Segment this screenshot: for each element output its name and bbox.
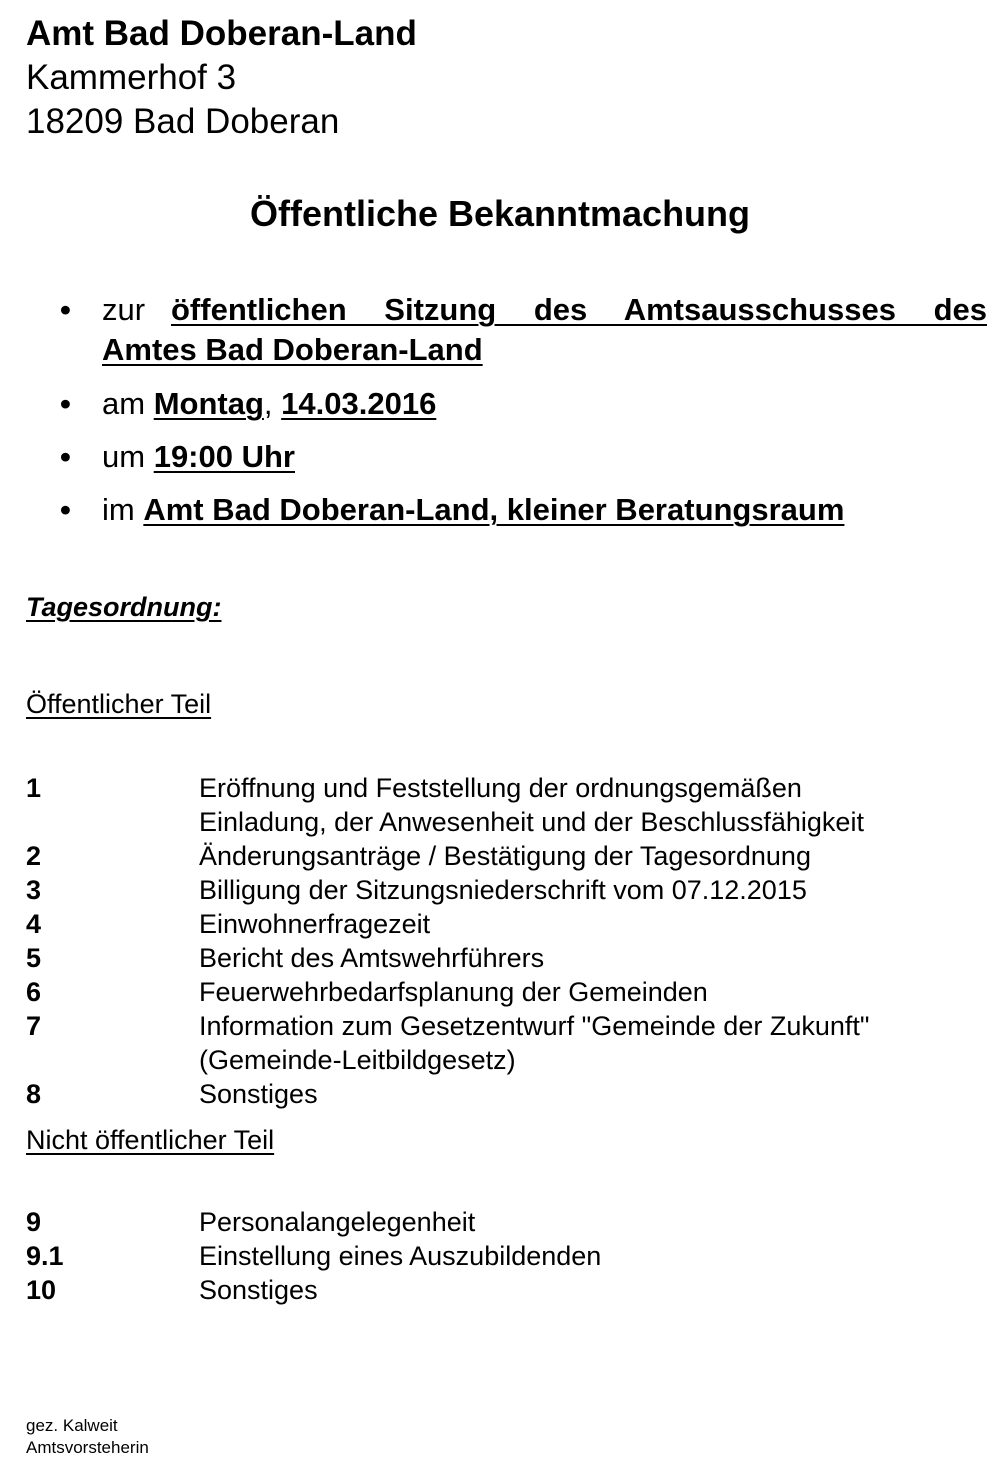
agenda-text: Sonstiges <box>199 1079 318 1109</box>
bullet-dot-icon: • <box>60 439 71 474</box>
bullet-prefix: am <box>102 386 146 421</box>
bullet-dot-icon: • <box>60 292 71 327</box>
sender-name: Amt Bad Doberan-Land <box>26 14 417 53</box>
meeting-type: öffentlichen Sitzung des Amtsausschusses des <box>171 292 987 327</box>
signature-role: Amtsvorsteherin <box>26 1438 149 1457</box>
agenda-text: Billigung der Sitzungsniederschrift vom 07.12.2015 <box>199 875 807 905</box>
meeting-line-1 <box>171 290 987 330</box>
meeting-time: 19:00 Uhr <box>153 439 295 474</box>
date-separator: , <box>263 386 273 421</box>
meeting-line-2 <box>102 330 483 370</box>
agenda-heading <box>26 592 222 623</box>
meeting-date: 14.03.2016 <box>281 386 437 421</box>
agenda-text: Information zum Gesetzentwurf "Gemeinde der Zukunft" <box>199 1011 870 1041</box>
page-title: Öffentliche Bekanntmachung <box>249 193 751 234</box>
meeting-day: Montag <box>153 386 264 421</box>
bullet-prefix: im <box>102 492 135 527</box>
nonpublic-section-text: Nicht öffentlicher Teil <box>26 1125 275 1155</box>
agenda-number: 1 <box>26 773 42 803</box>
agenda-number: 10 <box>26 1275 57 1305</box>
bullet-prefix: um <box>102 439 146 474</box>
agenda-text: Einladung, der Anwesenheit und der Beschlussfähigkeit <box>199 807 864 837</box>
sender-street: Kammerhof 3 <box>26 58 237 97</box>
agenda-heading-text: Tagesordnung: <box>26 592 222 622</box>
public-section-text: Öffentlicher Teil <box>26 689 212 719</box>
agenda-number: 7 <box>26 1011 42 1041</box>
agenda-text: Feuerwehrbedarfsplanung der Gemeinden <box>199 977 708 1007</box>
nonpublic-section-heading <box>26 1125 274 1156</box>
agenda-number: 5 <box>26 943 42 973</box>
agenda-text: Personalangelegenheit <box>199 1207 476 1237</box>
agenda-text: Einwohnerfragezeit <box>199 909 431 939</box>
agenda-number: 9.1 <box>26 1241 64 1271</box>
public-section-heading <box>26 689 211 720</box>
agenda-text: Bericht des Amtswehrführers <box>199 943 545 973</box>
bullet-prefix: zur <box>102 292 146 327</box>
meeting-body: Amtes Bad Doberan-Land <box>102 332 483 367</box>
bullet-meeting <box>60 290 145 330</box>
agenda-text: Einstellung eines Auszubildenden <box>199 1241 602 1271</box>
signature-name: gez. Kalweit <box>26 1416 118 1435</box>
agenda-number: 9 <box>26 1207 42 1237</box>
bullet-date <box>60 384 436 424</box>
agenda-number: 4 <box>26 909 42 939</box>
sender-city: 18209 Bad Doberan <box>26 102 340 141</box>
bullet-location <box>60 490 844 530</box>
bullet-dot-icon: • <box>60 492 71 527</box>
bullet-dot-icon: • <box>60 386 71 421</box>
bullet-time <box>60 437 295 477</box>
agenda-number: 2 <box>26 841 42 871</box>
agenda-number: 3 <box>26 875 42 905</box>
agenda-number: 8 <box>26 1079 42 1109</box>
agenda-number: 6 <box>26 977 42 1007</box>
agenda-text: (Gemeinde-Leitbildgesetz) <box>199 1045 516 1075</box>
agenda-text: Änderungsanträge / Bestätigung der Tagesordnung <box>199 841 811 871</box>
meeting-location: Amt Bad Doberan-Land, kleiner Beratungsraum <box>143 492 845 527</box>
agenda-text: Eröffnung und Feststellung der ordnungsgemäßen <box>199 773 802 803</box>
agenda-text: Sonstiges <box>199 1275 318 1305</box>
